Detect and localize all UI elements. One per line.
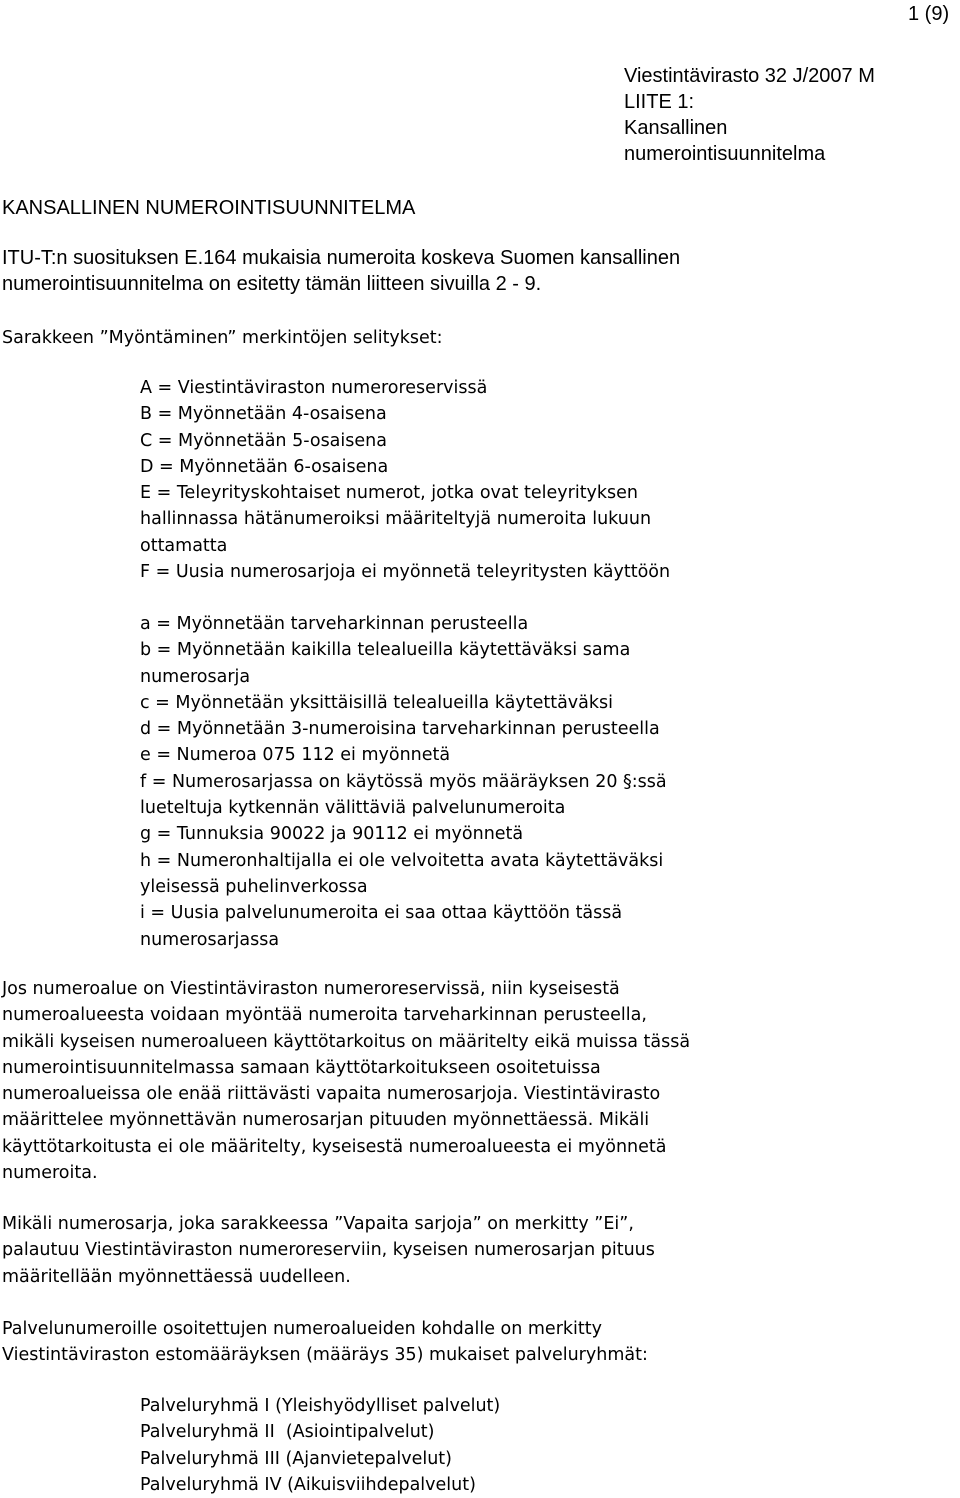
legend-item: A = Viestintäviraston numeroreservissä — [140, 378, 488, 398]
intro-line: numerointisuunnitelma on esitetty tämän liitteen sivuilla 2 - 9. — [2, 273, 542, 295]
legend-item: b = Myönnetään kaikilla telealueilla käytettäväksi sama — [140, 640, 631, 661]
legend-heading: Sarakkeen ”Myöntäminen” merkintöjen selitykset: — [2, 328, 443, 348]
paragraph-line: numeroalueissa ole enää riittävästi vapaita numerosarjoja. Viestintävirasto — [2, 1084, 661, 1105]
intro-paragraph — [2, 245, 680, 297]
returned-series-paragraph — [2, 1211, 655, 1290]
paragraph-line: palautuu Viestintäviraston numeroreserviin, kyseisen numerosarjan pituus — [2, 1240, 655, 1261]
header-line: Viestintävirasto 32 J/2007 M — [624, 65, 875, 87]
paragraph-line: numeroita. — [2, 1163, 98, 1184]
intro-line: ITU-T:n suosituksen E.164 mukaisia numeroita koskeva Suomen kansallinen — [2, 247, 681, 269]
header-line: LIITE 1: — [624, 91, 695, 113]
legend-item: D = Myönnetään 6-osaisena — [140, 456, 389, 477]
paragraph-line: numerointisuunnitelmassa samaan käyttötarkoitukseen osoitetuissa — [2, 1057, 601, 1078]
paragraph-line: määrittelee myönnettävän numerosarjan pituuden myönnettäessä. Mikäli — [2, 1110, 650, 1131]
service-group-item: Palveluryhmä III (Ajanvietepalvelut) — [140, 1448, 453, 1469]
legend-item: a = Myönnetään tarveharkinnan perusteella — [140, 614, 529, 634]
legend-upper-list — [140, 375, 670, 585]
paragraph-line: määritellään myönnettäessä uudelleen. — [2, 1266, 351, 1287]
paragraph-line: mikäli kyseisen numeroalueen käyttötarkoitus on määritelty eikä muissa tässä — [2, 1031, 691, 1052]
service-group-list — [140, 1393, 500, 1498]
service-numbers-paragraph — [2, 1316, 648, 1369]
legend-item: i = Uusia palvelunumeroita ei saa ottaa käyttöön tässä — [140, 903, 623, 924]
paragraph-line: numeroalueesta voidaan myöntää numeroita tarveharkinnan perusteella, — [2, 1005, 647, 1026]
legend-item: E = Teleyrityskohtaiset numerot, jotka ovat teleyrityksen — [140, 483, 639, 504]
paragraph-line: Jos numeroalue on Viestintäviraston numeroreservissä, niin kyseisestä — [2, 979, 620, 999]
legend-item: c = Myönnetään yksittäisillä telealueilla käytettäväksi — [140, 692, 614, 713]
legend-item: hallinnassa hätänumeroiksi määriteltyjä numeroita lukuun — [140, 509, 652, 530]
header-line: Kansallinen — [624, 117, 728, 139]
legend-item: lueteltuja kytkennän välittäviä palvelunumeroita — [140, 798, 566, 819]
legend-item: numerosarjassa — [140, 929, 280, 950]
legend-item: g = Tunnuksia 90022 ja 90112 ei myönnetä — [140, 824, 524, 845]
legend-item: ottamatta — [140, 535, 228, 556]
service-group-item: Palveluryhmä IV (Aikuisviihdepalvelut) — [140, 1474, 476, 1495]
service-group-item: Palveluryhmä I (Yleishyödylliset palvelut) — [140, 1396, 501, 1416]
paragraph-line: Palvelunumeroille osoitettujen numeroalueiden kohdalle on merkitty — [2, 1319, 602, 1339]
legend-lower-list — [140, 611, 667, 953]
legend-item: e = Numeroa 075 112 ei myönnetä — [140, 745, 451, 766]
legend-item: yleisessä puhelinverkossa — [140, 876, 368, 897]
legend-item: d = Myönnetään 3-numeroisina tarveharkinnan perusteella — [140, 719, 660, 740]
document-title: KANSALLINEN NUMEROINTISUUNNITELMA — [2, 197, 416, 219]
paragraph-line: käyttötarkoitusta ei ole määritelty, kyseisestä numeroalueesta ei myönnetä — [2, 1136, 667, 1157]
legend-item: h = Numeronhaltijalla ei ole velvoitetta avata käytettäväksi — [140, 850, 664, 871]
service-group-item: Palveluryhmä II (Asiointipalvelut) — [140, 1422, 435, 1443]
paragraph-line: Mikäli numerosarja, joka sarakkeessa ”Vapaita sarjoja” on merkitty ”Ei”, — [2, 1214, 634, 1234]
legend-item: numerosarja — [140, 666, 251, 687]
legend-item: B = Myönnetään 4-osaisena — [140, 404, 387, 425]
legend-item: C = Myönnetään 5-osaisena — [140, 430, 387, 451]
header-line: numerointisuunnitelma — [624, 143, 826, 165]
page-number: 1 (9) — [908, 3, 950, 25]
legend-item: F = Uusia numerosarjoja ei myönnetä teleyritysten käyttöön — [140, 562, 671, 583]
legend-item: f = Numerosarjassa on käytössä myös määräyksen 20 §:ssä — [140, 771, 667, 792]
reserve-paragraph — [2, 976, 690, 1186]
paragraph-line: Viestintäviraston estomääräyksen (määräys 35) mukaiset palveluryhmät: — [2, 1345, 648, 1366]
document-header — [624, 63, 875, 167]
